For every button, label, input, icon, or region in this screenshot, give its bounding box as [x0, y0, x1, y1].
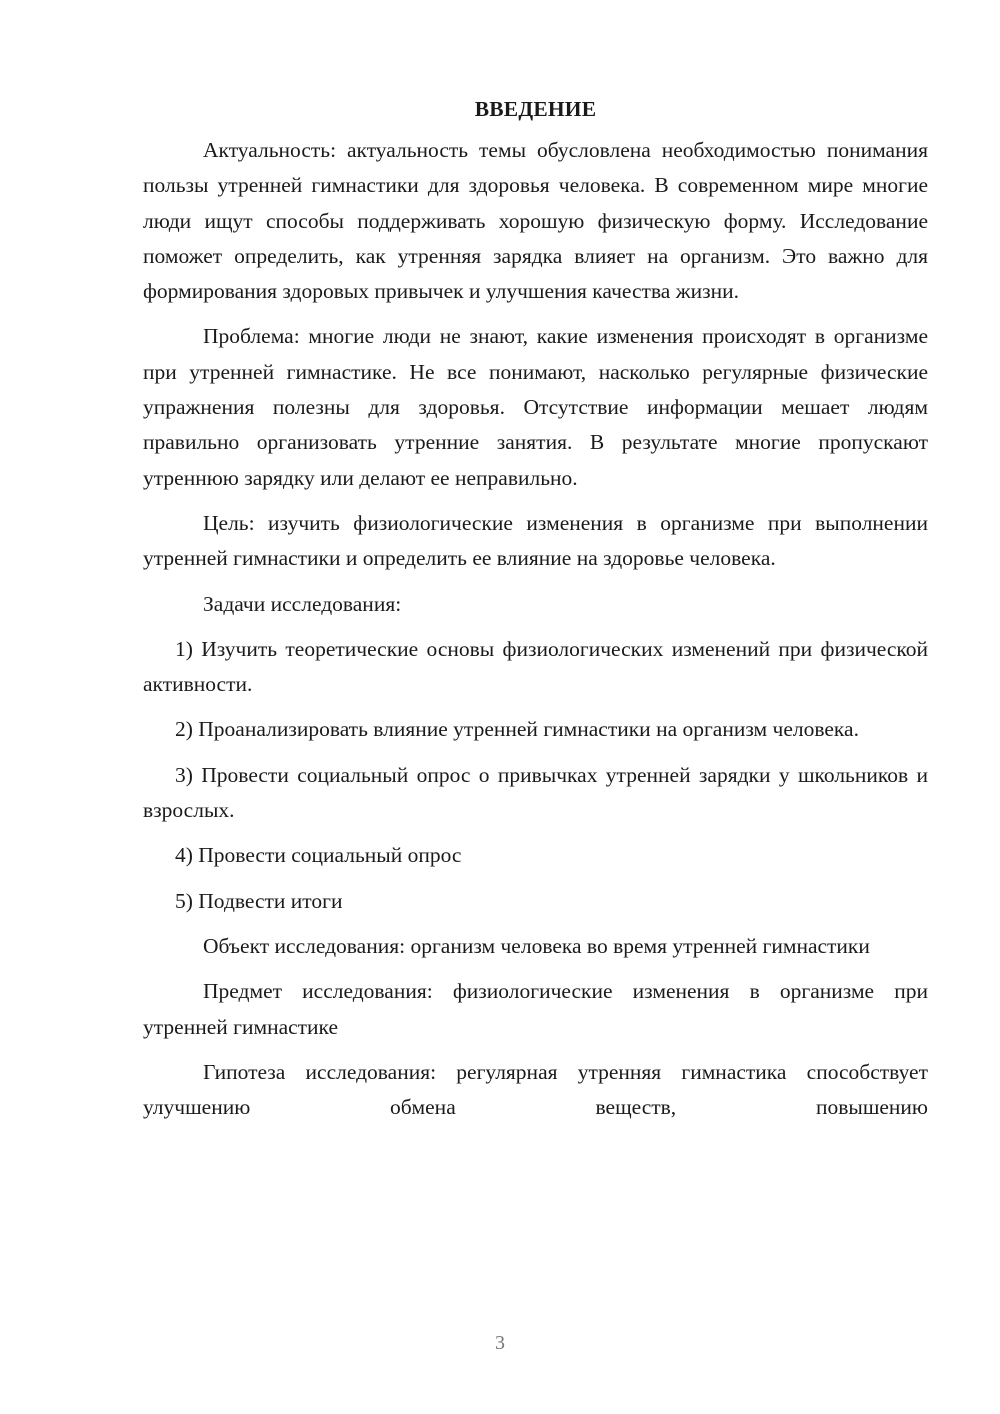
relevance-paragraph: Актуальность: актуальность темы обусловлена необходимостью понимания пользы утренней гимнастики для здоровья человека. В современном мире многие люди ищут способы поддерживать хорошую физическую форму. Исследование поможет определить, как утренняя зарядка влияет на организм. Это важно для формирования здоровых привычек и улучшения качества жизни.	[143, 138, 928, 304]
task-item-5: 5) Подвести итоги	[175, 888, 343, 913]
page-title: ВВЕДЕНИЕ	[474, 97, 597, 121]
task-item-3: 3) Провести социальный опрос о привычках утренней зарядки у школьников и взрослых.	[143, 762, 928, 823]
page-number: 3	[495, 1332, 505, 1354]
document-page	[143, 92, 928, 1135]
object-paragraph: Объект исследования: организм человека во время утренней гимнастики	[203, 933, 870, 958]
task-item-1: 1) Изучить теоретические основы физиологических изменений при физической активности.	[143, 636, 928, 697]
tasks-heading: Задачи исследования:	[203, 591, 402, 616]
task-item-2: 2) Проанализировать влияние утренней гимнастики на организм человека.	[175, 717, 859, 742]
hypothesis-paragraph: Гипотеза исследования: регулярная утренняя гимнастика способствует улучшению обмена веществ, повышению	[143, 1059, 928, 1120]
subject-paragraph: Предмет исследования: физиологические изменения в организме при утренней гимнастике	[143, 979, 928, 1039]
task-item-4: 4) Провести социальный опрос	[175, 843, 462, 868]
problem-paragraph: Проблема: многие люди не знают, какие изменения происходят в организме при утренней гимнастике. Не все понимают, насколько регулярные физические упражнения полезны для здоровья. Отсутствие информации мешает людям правильно организовать утренние занятия. В результате многие пропускают утреннюю зарядку или делают ее неправильно.	[143, 324, 928, 490]
goal-paragraph: Цель: изучить физиологические изменения в организме при выполнении утренней гимнастики и определить ее влияние на здоровье человека.	[143, 510, 928, 571]
